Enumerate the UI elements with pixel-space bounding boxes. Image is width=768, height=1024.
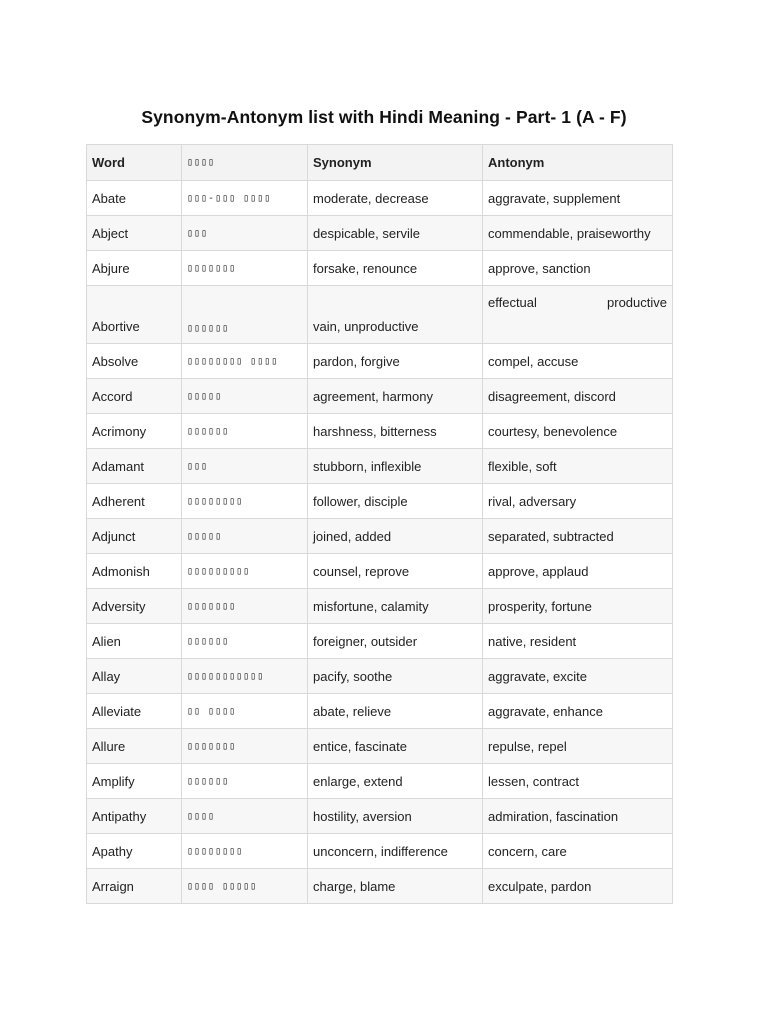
antonym-justified-text <box>488 295 667 310</box>
word-cell: Abjure <box>87 251 182 286</box>
word-cell: Acrimony <box>87 414 182 449</box>
word-cell: Abject <box>87 216 182 251</box>
word-cell: Accord <box>87 379 182 414</box>
synonym-cell: agreement, harmony <box>308 379 483 414</box>
table-row <box>87 834 673 869</box>
hindi-cell: ▯▯▯▯▯▯▯▯▯▯▯ <box>182 659 308 694</box>
table-row <box>87 624 673 659</box>
synonym-cell: hostility, aversion <box>308 799 483 834</box>
table-row <box>87 659 673 694</box>
antonym-cell: native, resident <box>483 624 673 659</box>
word-cell: Antipathy <box>87 799 182 834</box>
table-row <box>87 554 673 589</box>
word-cell: Allay <box>87 659 182 694</box>
word-cell: Adamant <box>87 449 182 484</box>
synonym-cell: enlarge, extend <box>308 764 483 799</box>
synonym-cell: despicable, servile <box>308 216 483 251</box>
antonym-cell: compel, accuse <box>483 344 673 379</box>
antonym-cell: flexible, soft <box>483 449 673 484</box>
hindi-cell: ▯▯▯▯▯▯▯▯ <box>182 834 308 869</box>
hindi-cell: ▯▯▯▯▯▯▯▯ ▯▯▯▯ <box>182 344 308 379</box>
header-word: Word <box>87 145 182 181</box>
page-title: Synonym-Antonym list with Hindi Meaning - Part- 1 (A - F) <box>141 107 627 127</box>
word-cell: Adversity <box>87 589 182 624</box>
antonym-cell: aggravate, enhance <box>483 694 673 729</box>
table-row <box>87 286 673 344</box>
hindi-cell: ▯▯▯▯▯▯▯▯▯ <box>182 554 308 589</box>
table-row <box>87 344 673 379</box>
header-synonym: Synonym <box>308 145 483 181</box>
antonym-cell: prosperity, fortune <box>483 589 673 624</box>
word-cell: Admonish <box>87 554 182 589</box>
antonym-cell: rival, adversary <box>483 484 673 519</box>
synonym-cell: foreigner, outsider <box>308 624 483 659</box>
antonym-cell: commendable, praiseworthy <box>483 216 673 251</box>
table-row <box>87 869 673 904</box>
synonym-cell: joined, added <box>308 519 483 554</box>
hindi-cell: ▯▯▯▯▯▯ <box>182 414 308 449</box>
antonym-cell: approve, applaud <box>483 554 673 589</box>
synonym-cell: forsake, renounce <box>308 251 483 286</box>
synonym-cell: pacify, soothe <box>308 659 483 694</box>
hindi-cell: ▯▯▯▯▯▯▯ <box>182 729 308 764</box>
table-row <box>87 484 673 519</box>
hindi-cell: ▯▯▯▯▯▯▯▯ <box>182 484 308 519</box>
hindi-cell: ▯▯▯▯▯▯▯ <box>182 589 308 624</box>
hindi-cell: ▯▯▯▯▯▯ <box>182 764 308 799</box>
synonym-cell: moderate, decrease <box>308 181 483 216</box>
word-cell: Abate <box>87 181 182 216</box>
table-row <box>87 764 673 799</box>
header-hindi: ▯▯▯▯ <box>182 145 308 181</box>
antonym-cell: aggravate, supplement <box>483 181 673 216</box>
antonym-cell: lessen, contract <box>483 764 673 799</box>
table-row <box>87 414 673 449</box>
synonym-cell: harshness, bitterness <box>308 414 483 449</box>
header-antonym: Antonym <box>483 145 673 181</box>
table-row <box>87 729 673 764</box>
word-cell: Amplify <box>87 764 182 799</box>
antonym-cell: aggravate, excite <box>483 659 673 694</box>
table-row <box>87 519 673 554</box>
table-row <box>87 379 673 414</box>
antonym-cell <box>483 286 673 344</box>
word-cell: Adjunct <box>87 519 182 554</box>
table-row <box>87 449 673 484</box>
antonym-cell: concern, care <box>483 834 673 869</box>
hindi-cell: ▯▯ ▯▯▯▯ <box>182 694 308 729</box>
antonym-cell: approve, sanction <box>483 251 673 286</box>
hindi-cell: ▯▯▯ <box>182 449 308 484</box>
synonym-cell: counsel, reprove <box>308 554 483 589</box>
antonym-cell: repulse, repel <box>483 729 673 764</box>
synonym-antonym-table <box>86 144 673 904</box>
word-cell: Apathy <box>87 834 182 869</box>
antonym-cell: disagreement, discord <box>483 379 673 414</box>
hindi-cell: ▯▯▯▯ <box>182 799 308 834</box>
table-row <box>87 216 673 251</box>
hindi-cell: ▯▯▯▯▯ <box>182 379 308 414</box>
word-cell: Alien <box>87 624 182 659</box>
word-cell: Arraign <box>87 869 182 904</box>
table-row <box>87 589 673 624</box>
synonym-cell: vain, unproductive <box>308 286 483 344</box>
antonym-word-left: effectual <box>488 295 537 310</box>
hindi-cell: ▯▯▯▯▯▯ <box>182 286 308 344</box>
word-cell: Alleviate <box>87 694 182 729</box>
synonym-cell: pardon, forgive <box>308 344 483 379</box>
hindi-cell: ▯▯▯▯▯ <box>182 519 308 554</box>
antonym-word-right: productive <box>607 295 667 310</box>
table-row <box>87 181 673 216</box>
synonym-cell: unconcern, indifference <box>308 834 483 869</box>
word-cell: Absolve <box>87 344 182 379</box>
synonym-cell: follower, disciple <box>308 484 483 519</box>
hindi-cell: ▯▯▯▯▯▯▯ <box>182 251 308 286</box>
synonym-cell: charge, blame <box>308 869 483 904</box>
table-header-row <box>87 145 673 181</box>
synonym-cell: misfortune, calamity <box>308 589 483 624</box>
word-cell: Abortive <box>87 286 182 344</box>
antonym-cell: admiration, fascination <box>483 799 673 834</box>
word-cell: Adherent <box>87 484 182 519</box>
synonym-cell: abate, relieve <box>308 694 483 729</box>
hindi-cell: ▯▯▯ <box>182 216 308 251</box>
table-row <box>87 251 673 286</box>
hindi-cell: ▯▯▯-▯▯▯ ▯▯▯▯ <box>182 181 308 216</box>
table-row <box>87 694 673 729</box>
antonym-cell: separated, subtracted <box>483 519 673 554</box>
antonym-cell: exculpate, pardon <box>483 869 673 904</box>
word-cell: Allure <box>87 729 182 764</box>
antonym-cell: courtesy, benevolence <box>483 414 673 449</box>
hindi-cell: ▯▯▯▯ ▯▯▯▯▯ <box>182 869 308 904</box>
synonym-cell: entice, fascinate <box>308 729 483 764</box>
table-row <box>87 799 673 834</box>
hindi-cell: ▯▯▯▯▯▯ <box>182 624 308 659</box>
synonym-cell: stubborn, inflexible <box>308 449 483 484</box>
